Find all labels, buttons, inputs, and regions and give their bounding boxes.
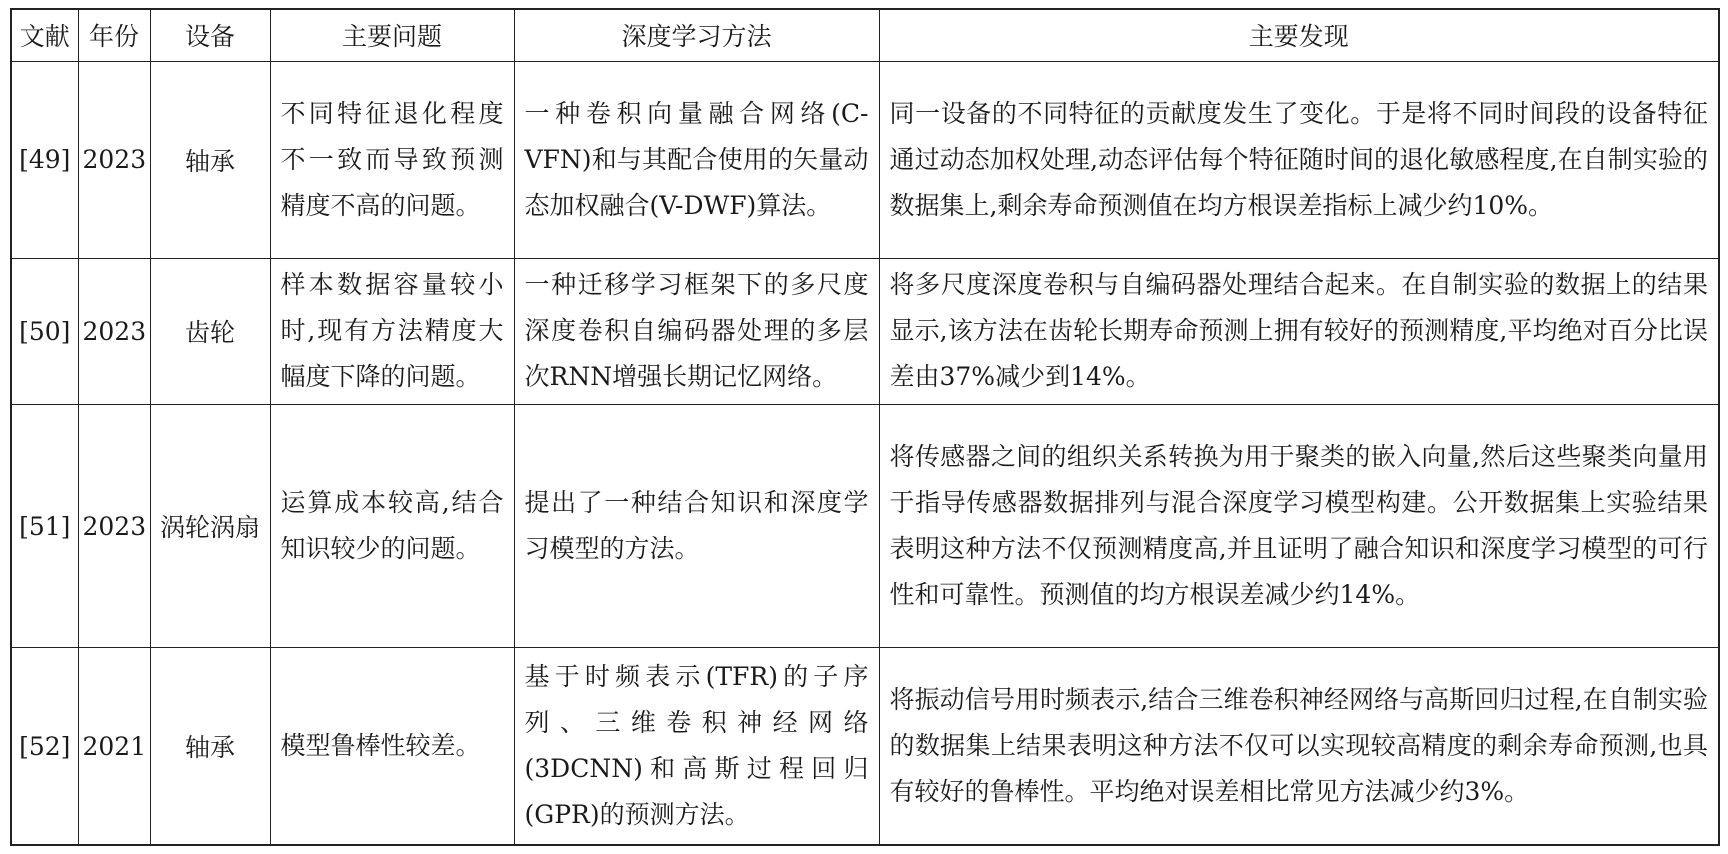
header-device: 设备	[150, 9, 270, 61]
cell-problem: 运算成本较高,结合知识较少的问题。	[270, 405, 514, 648]
cell-finding: 将振动信号用时频表示,结合三维卷积神经网络与高斯回归过程,在自制实验的数据集上结果表明这种方法不仅可以实现较高精度的剩余寿命预测,也具有较好的鲁棒性。平均绝对误差相比常见方法减少约3%。	[879, 648, 1719, 845]
cell-reference: [50]	[11, 258, 78, 405]
cell-year: 2023	[78, 258, 150, 405]
cell-device: 轴承	[150, 61, 270, 258]
cell-year: 2023	[78, 61, 150, 258]
cell-reference: [49]	[11, 61, 78, 258]
literature-table	[10, 8, 1720, 846]
header-year: 年份	[78, 9, 150, 61]
header-main-problem: 主要问题	[270, 9, 514, 61]
cell-method: 基于时频表示(TFR)的子序列、三维卷积神经网络(3DCNN)和高斯过程回归(GPR)的预测方法。	[514, 648, 879, 845]
cell-problem: 模型鲁棒性较差。	[270, 648, 514, 845]
cell-year: 2021	[78, 648, 150, 845]
cell-method: 提出了一种结合知识和深度学习模型的方法。	[514, 405, 879, 648]
cell-reference: [52]	[11, 648, 78, 845]
cell-problem: 样本数据容量较小时,现有方法精度大幅度下降的问题。	[270, 258, 514, 405]
cell-method: 一种迁移学习框架下的多尺度深度卷积自编码器处理的多层次RNN增强长期记忆网络。	[514, 258, 879, 405]
table-row	[11, 405, 1719, 648]
cell-device: 涡轮涡扇	[150, 405, 270, 648]
table-row	[11, 61, 1719, 258]
cell-finding: 将传感器之间的组织关系转换为用于聚类的嵌入向量,然后这些聚类向量用于指导传感器数据排列与混合深度学习模型构建。公开数据集上实验结果表明这种方法不仅预测精度高,并且证明了融合知识和深度学习模型的可行性和可靠性。预测值的均方根误差减少约14%。	[879, 405, 1719, 648]
header-reference: 文献	[11, 9, 78, 61]
cell-method: 一种卷积向量融合网络(C-VFN)和与其配合使用的矢量动态加权融合(V-DWF)算法。	[514, 61, 879, 258]
cell-device: 轴承	[150, 648, 270, 845]
header-main-finding: 主要发现	[879, 9, 1719, 61]
cell-finding: 将多尺度深度卷积与自编码器处理结合起来。在自制实验的数据上的结果显示,该方法在齿轮长期寿命预测上拥有较好的预测精度,平均绝对百分比误差由37%减少到14%。	[879, 258, 1719, 405]
cell-year: 2023	[78, 405, 150, 648]
cell-reference: [51]	[11, 405, 78, 648]
table-header-row	[11, 9, 1719, 61]
table-row	[11, 258, 1719, 405]
cell-problem: 不同特征退化程度不一致而导致预测精度不高的问题。	[270, 61, 514, 258]
header-deep-learning-method: 深度学习方法	[514, 9, 879, 61]
cell-finding: 同一设备的不同特征的贡献度发生了变化。于是将不同时间段的设备特征通过动态加权处理,动态评估每个特征随时间的退化敏感程度,在自制实验的数据集上,剩余寿命预测值在均方根误差指标上减少约10%。	[879, 61, 1719, 258]
table-row	[11, 648, 1719, 845]
cell-device: 齿轮	[150, 258, 270, 405]
